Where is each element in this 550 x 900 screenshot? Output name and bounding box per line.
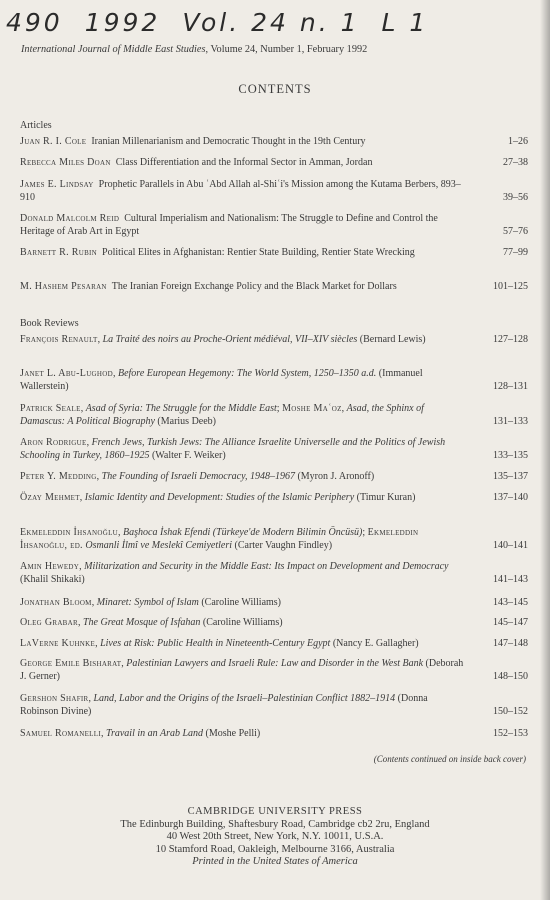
article-title: Iranian Millenarianism and Democratic Thought in the 19th Century	[91, 136, 366, 147]
journal-issue: , Volume 24, Number 1, February 1992	[205, 44, 368, 55]
handwritten-annotation	[6, 8, 546, 37]
publisher-address-3: 10 Stamford Road, Oakleigh, Melbourne 3166, Australia	[155, 843, 395, 855]
review-entry: Amin Hewedy, Militarization and Security in the Middle East: Its Impact on Development and Democracy (Khalil Shikaki) 141–143	[20, 561, 528, 585]
hand-note-1: 490	[6, 8, 63, 37]
article-author: James E. Lindsay	[20, 179, 94, 190]
printed-in: Printed in the United States of America	[192, 856, 358, 867]
articles-heading: Articles	[20, 120, 52, 131]
page-range: 1–26	[508, 136, 528, 147]
review-entry: George Emile Bisharat, Palestinian Lawyers and Israeli Rule: Law and Disorder in the West Bank (Deborah J. Gerner) 148–150	[20, 658, 528, 682]
article-entry	[20, 136, 528, 149]
article-entry	[20, 179, 528, 204]
review-entry: Patrick Seale, Asad of Syria: The Struggle for the Middle East; Moshe Maʿoz, Asad, the Sphinx of Damascus: A Political Biography (Marius Deeb) 131–133	[20, 403, 528, 427]
article-entry	[20, 213, 528, 238]
page-range: 77–99	[503, 247, 528, 258]
page-range: 135–137	[493, 471, 528, 482]
page-range: 150–152	[493, 705, 528, 717]
review-entry: Gershon Shafir, Land, Labor and the Origins of the Israeli–Palestinian Conflict 1882–1914 (Donna Robinson Divine) 150–152	[20, 693, 528, 717]
article-author: Donald Malcolm Reid	[20, 213, 120, 224]
publisher-name: CAMBRIDGE UNIVERSITY PRESS	[187, 806, 363, 817]
article-title: The Iranian Foreign Exchange Policy and the Black Market for Dollars	[111, 281, 397, 292]
page-range: 128–131	[493, 380, 528, 392]
journal-line	[21, 44, 367, 55]
review-entry: Ekmeleddin İhsanoğlu, Başhoca İshak Efendi (Türkeye'de Modern Bilimin Öncüsü); Ekmeleddin İhsanoğlu, ed. Osmanli İlmî ve Meslekî Cemiyetleri (Carter Vaughn Findley) 140–141	[20, 527, 528, 551]
page-range: 147–148	[493, 638, 528, 649]
page-range: 145–147	[493, 617, 528, 628]
review-entry: Özay Mehmet, Islamic Identity and Development: Studies of the Islamic Periphery (Timur Kuran) 137–140	[20, 492, 528, 503]
page-range: 137–140	[493, 492, 528, 503]
article-entry	[20, 247, 528, 260]
page-range: 131–133	[493, 415, 528, 427]
page-range: 148–150	[493, 670, 528, 682]
page-range: 140–141	[493, 539, 528, 551]
article-author: M. Hashem Pesaran	[20, 281, 107, 292]
page-range: 133–135	[493, 449, 528, 461]
page-range: 57–76	[503, 225, 528, 237]
review-entry: Janet L. Abu-Lughod, Before European Hegemony: The World System, 1250–1350 a.d. (Immanuel Wallerstein) 128–131	[20, 368, 528, 392]
article-entry	[20, 281, 528, 294]
page-range: 152–153	[493, 728, 528, 739]
publisher-address-1: The Edinburgh Building, Shaftesbury Road, Cambridge cb2 2ru, England	[120, 818, 430, 830]
review-entry: Jonathan Bloom, Minaret: Symbol of Islam (Caroline Williams) 143–145	[20, 597, 528, 608]
article-title: Class Differentiation and the Informal Sector in Amman, Jordan	[115, 157, 373, 168]
review-entry: Peter Y. Medding, The Founding of Israeli Democracy, 1948–1967 (Myron J. Aronoff) 135–137	[20, 471, 528, 482]
article-author: Rebecca Miles Doan	[20, 157, 111, 168]
page-range: 39–56	[503, 191, 528, 203]
review-entry: Aron Rodrigue, French Jews, Turkish Jews: The Alliance Israelite Universelle and the Politics of Jewish Schooling in Turkey, 1860–1925 (Walter F. Weiker) 133–135	[20, 437, 528, 461]
page-range: 27–38	[503, 157, 528, 168]
journal-title: International Journal of Middle East Studies	[21, 44, 206, 55]
article-title: Political Elites in Afghanistan: Rentier State Building, Rentier State Wrecking	[102, 247, 415, 258]
review-entry: Samuel Romanelli, Travail in an Arab Land (Moshe Pelli) 152–153	[20, 728, 528, 739]
hand-note-3: Vol. 24 n. 1	[182, 8, 360, 37]
hand-note-2: 1992	[84, 8, 161, 37]
continued-note: (Contents continued on inside back cover)	[373, 754, 526, 764]
contents-heading: CONTENTS	[238, 82, 312, 96]
publisher-block	[0, 806, 550, 869]
review-entry: Oleg Grabar, The Great Mosque of Isfahan (Caroline Williams) 145–147	[20, 617, 528, 628]
article-title: Prophetic Parallels in Abu ʿAbd Allah al-Shiʿi's Mission among the Kutama Berbers, 893–910	[20, 179, 461, 203]
hand-note-4: L 1	[381, 8, 429, 37]
article-entry	[20, 157, 528, 170]
publisher-address-2: 40 West 20th Street, New York, N.Y. 10011, U.S.A.	[166, 831, 384, 842]
page-range: 127–128	[493, 334, 528, 345]
page-range: 141–143	[493, 573, 528, 585]
page-range: 143–145	[493, 597, 528, 608]
review-entry: François Renault, La Traité des noirs au Proche-Orient médiéval, VII–XIV siècles (Bernard Lewis) 127–128	[20, 334, 528, 345]
review-entry: LaVerne Kuhnke, Lives at Risk: Public Health in Nineteenth-Century Egypt (Nancy E. Gallagher) 147–148	[20, 638, 528, 649]
article-author: Juan R. I. Cole	[20, 136, 87, 147]
article-title: Cultural Imperialism and Nationalism: The Struggle to Define and Control the Heritage of Arab Art in Egypt	[20, 213, 438, 237]
page-range: 101–125	[493, 281, 528, 292]
page-edge-shadow	[540, 0, 550, 900]
article-author: Barnett R. Rubin	[20, 247, 98, 258]
book-reviews-heading: Book Reviews	[20, 318, 79, 329]
